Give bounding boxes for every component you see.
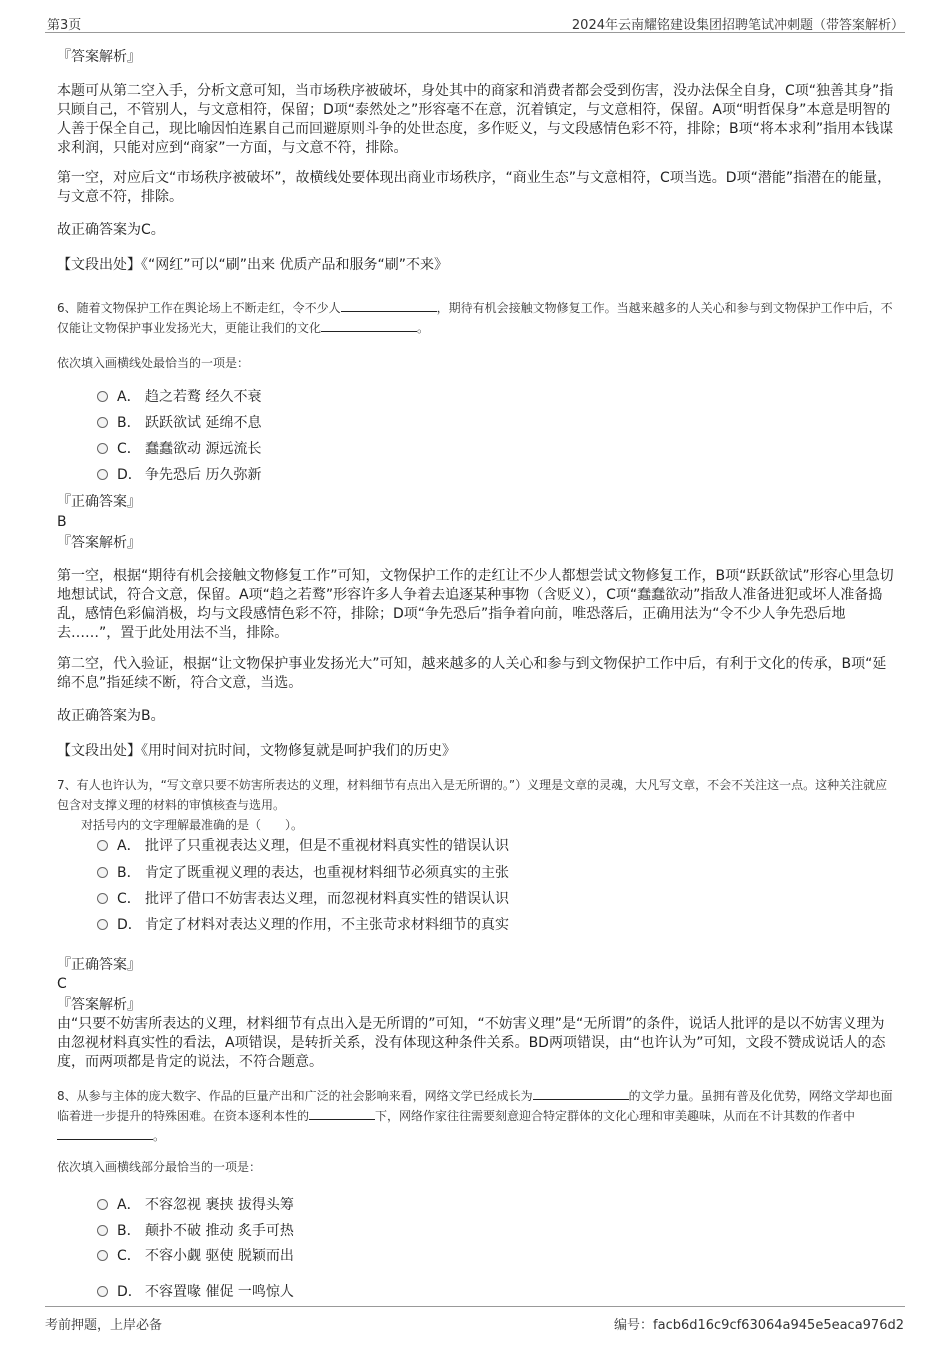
q6-prompt: 依次填入画横线处最恰当的一项是：: [57, 356, 250, 370]
q6-option-c[interactable]: C． 蠢蠢欲动 源远流长: [97, 440, 261, 459]
q6-option-b[interactable]: B． 跃跃欲试 延绵不息: [97, 414, 261, 433]
page-footer: [0, 1306, 950, 1345]
q7-analysis-heading: 『答案解析』: [57, 997, 141, 1013]
q7-answer-heading: 『正确答案』: [57, 957, 141, 973]
radio-button-icon[interactable]: [97, 1199, 108, 1210]
footer-divider: [45, 1306, 905, 1307]
q8-prompt: 依次填入画横线部分最恰当的一项是：: [57, 1160, 262, 1174]
q6-conclusion: 故正确答案为B。: [57, 708, 165, 724]
page-number: 第3页: [47, 18, 82, 33]
page-header: [0, 0, 950, 34]
radio-button-icon[interactable]: [97, 443, 108, 454]
radio-button-icon[interactable]: [97, 867, 108, 878]
q7-prompt: 对括号内的文字理解最准确的是（ ）。: [81, 818, 304, 832]
radio-button-icon[interactable]: [97, 1250, 108, 1261]
q6-analysis-heading: 『答案解析』: [57, 535, 141, 551]
q5-source: 【文段出处】《“网红”可以“刷”出来 优质产品和服务“刷”不来》: [57, 257, 448, 273]
q6-blank-2: [321, 319, 417, 332]
document-id: 编号：facb6d16c9cf63064a945e5eaca976d2: [614, 1318, 904, 1333]
q7-answer: C: [57, 976, 67, 992]
q6-analysis-paragraph-1: 第一空，根据“期待有机会接触文物修复工作”可知，文物保护工作的走红让不少人都想尝试文物修复工作，B项“跃跃欲试”形容心里急切地想试试，符合文意，保留。A项“趋之若鹜”形容许多人争着去追逐某种事物（含贬义），C项“蠢蠢欲动”指敌人准备进犯或坏人准备捣乱，感情色彩偏消极，均与文段感情色彩不符，排除；D项“争先恐后”指争着向前，唯恐落后，正确用法为“令不少人争先恐后地去……”，置于此处用法不当，排除。: [57, 568, 894, 641]
q7-option-c[interactable]: C． 批评了借口不妨害表达义理，而忽视材料真实性的错误认识: [97, 890, 509, 909]
footer-slogan: 考前押题，上岸必备: [45, 1318, 163, 1333]
q6-answer: B: [57, 514, 67, 530]
q6-source: 【文段出处】《用时间对抗时间，文物修复就是呵护我们的历史》: [57, 743, 456, 759]
q8-option-a[interactable]: A． 不容忽视 裹挟 拔得头筹: [97, 1196, 294, 1215]
q5-conclusion: 故正确答案为C。: [57, 222, 165, 238]
q7-option-a[interactable]: A． 批评了只重视表达义理，但是不重视材料真实性的错误认识: [97, 837, 509, 856]
q7-analysis: 由“只要不妨害所表达的义理，材料细节有点出入是无所谓的”可知，“不妨害义理”是“无所谓”的条件，说话人批评的是以不妨害义理为由忽视材料真实性的看法，A项错误，是转折关系，没有体现这种条件关系。BD两项错误，由“也许认为”可知，文段不赞成说话人的态度，而两项都是肯定的说法，不符合题意。: [57, 1016, 886, 1070]
radio-button-icon[interactable]: [97, 417, 108, 428]
radio-button-icon[interactable]: [97, 1225, 108, 1236]
radio-button-icon[interactable]: [97, 391, 108, 402]
q7-option-d[interactable]: D． 肯定了材料对表达义理的作用，不主张苛求材料细节的真实: [97, 916, 509, 935]
radio-button-icon[interactable]: [97, 469, 108, 480]
q8-stem: 8、从参与主体的庞大数字、作品的巨量产出和广泛的社会影响来看，网络文学已经成长为 的文学力量。虽拥有普及化优势，网络文学却也面临着进一步提升的特殊困难。在资本逐利本性的 下，网络作家往往需要刻意迎合特定群体的文化心理和审美趣味，从而在不计其数的作者中。: [57, 1089, 893, 1143]
q8-blank-1: [533, 1087, 629, 1100]
q6-blank-1: [341, 299, 437, 312]
q5-analysis-heading: 『答案解析』: [57, 49, 141, 65]
document-title: 2024年云南耀铭建设集团招聘笔试冲刺题（带答案解析）: [571, 18, 904, 33]
q6-answer-heading: 『正确答案』: [57, 494, 141, 510]
q5-analysis-paragraph-1: 本题可从第二空入手，分析文意可知，当市场秩序被破坏，身处其中的商家和消费者都会受到伤害，没办法保全自身，C项“独善其身”指只顾自己，不管别人，与文意相符，保留；D项“泰然处之”形容毫不在意，沉着镇定，与文意相符，保留。A项“明哲保身”本意是明智的人善于保全自己，现比喻因怕连累自己而回避原则斗争的处世态度，多作贬义，与文段感情色彩不符，排除；B项“将本求利”指用本钱谋求利润，只能对应到“商家”一方面，与文意不符，排除。: [57, 83, 894, 156]
q8-option-b[interactable]: B． 颠扑不破 推动 炙手可热: [97, 1222, 294, 1241]
q7-option-b[interactable]: B． 肯定了既重视义理的表达，也重视材料细节必须真实的主张: [97, 864, 509, 883]
q8-option-c[interactable]: C． 不容小觑 驱使 脱颖而出: [97, 1247, 294, 1266]
radio-button-icon[interactable]: [97, 919, 108, 930]
q6-stem: 6、随着文物保护工作在舆论场上不断走红，令不少人 ，期待有机会接触文物修复工作。当越来越多的人关心和参与到文物保护工作中后，不仅能让文物保护事业发扬光大，更能让我们的文化 。: [57, 301, 893, 335]
q6-option-a[interactable]: A． 趋之若鹜 经久不衰: [97, 388, 261, 407]
q6-analysis-paragraph-2: 第二空，代入验证，根据“让文物保护事业发扬光大”可知，越来越多的人关心和参与到文物保护工作中后，有利于文化的传承，B项“延绵不息”指延续不断，符合文意，当选。: [57, 656, 887, 691]
q7-stem: 7、有人也许认为，“写文章只要不妨害所表达的义理，材料细节有点出入是无所谓的。”）义理是文章的灵魂，大凡写文章，不会不关注这一点。这种关注就应包含对支撑义理的材料的审慎核查与选用。: [57, 778, 888, 812]
q8-option-d[interactable]: D． 不容置喙 催促 一鸣惊人: [97, 1283, 294, 1302]
q5-analysis-paragraph-2: 第一空，对应后文“市场秩序被破坏”，故横线处要体现出商业市场秩序，“商业生态”与文意相符，C项当选。D项“潜能”指潜在的能量，与文意不符，排除。: [57, 170, 892, 205]
q8-blank-3: [57, 1127, 153, 1140]
radio-button-icon[interactable]: [97, 893, 108, 904]
header-divider: [45, 32, 905, 33]
radio-button-icon[interactable]: [97, 840, 108, 851]
q8-blank-2: [309, 1107, 375, 1120]
radio-button-icon[interactable]: [97, 1286, 108, 1297]
q6-option-d[interactable]: D． 争先恐后 历久弥新: [97, 466, 261, 485]
